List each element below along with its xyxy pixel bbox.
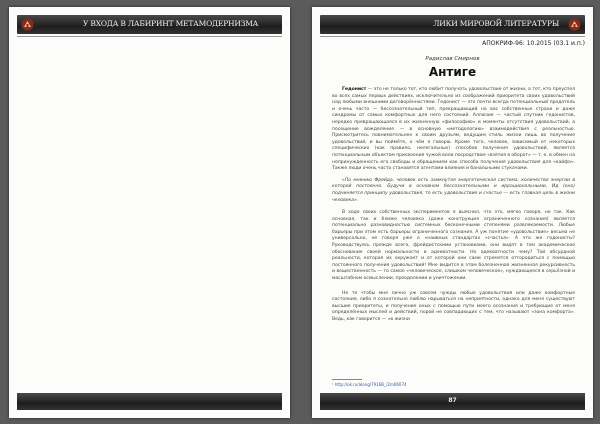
apocrypha-logo-icon: [568, 18, 581, 31]
footnote-link[interactable]: ¹ http://ok.ru/along/7916B_/2m06074: [332, 382, 407, 387]
right-header-rule: [320, 36, 585, 37]
article-title: Антиге: [428, 65, 477, 79]
right-footer-bar: [320, 393, 585, 410]
article-author: Радислав Смирнов: [425, 56, 480, 62]
paragraph-lead: Гедонист: [342, 87, 367, 92]
left-footer-bar: [17, 393, 282, 410]
footnote-rule: [332, 379, 362, 380]
article-paragraph: В ходе своих собственных экспериментов я выяснил, что это, мягко говоря, не так. Как основная, так и ближе человека (даже конструкция ограниченного сознания) является потенциально разновидностью системных бесконечными степенями развлекаемости. Любые барьеры при этом есть барьеры ограниченного сознания. А уж понятие «удовольствие» весьма не универсально, не говоря уже о «наивных стандартах «счастья». А что же гедонисты? Руководствуясь прежде всего, фрейдистскими установками, они видят в том академическое обоснование своей нормальности и адекватности. Но адекватности чему? Той абсурдной реальности, которая их окружает и от которой они сами стремятся отгородиться с помощью постоянного получения удовольствий! Мне видится в этом болезненная жизненная рекурсивность и вещественность — то самое «человеческое, слишком человеческое», нуждающееся в серьёзной и масштабном осмыслении, преодолении и уничтожении.: [332, 210, 575, 282]
apocrypha-logo-icon: [21, 18, 34, 31]
left-page: [9, 7, 290, 418]
page-number: 87: [448, 397, 457, 404]
issue-label: АПОКРИФ-96: 10.2015 (03.1 и.п.): [482, 40, 585, 47]
article-quote: «По мнению Фрейда, человек есть замкнутая энергетическая система, количество энергии в которой постоянно. Будучи в основном бессознательными и иррациональными, Ид (оно) подчиняется принципу удовольствия, то есть удовольствие и счастье — есть главная цель в жизни человека».: [332, 177, 575, 203]
article-paragraph: Гедонист — это не только тот, кто любит получать удовольствие от жизни, а тот, кто преуспел во всех самых первых действиях, исключительно из соображений приоритета своих удовольствий над любыми внешними договорённостями. Гедонист — это почти всегда потенциальный предатель и очень часто — бессознательный тип, прекращающий на вас собственные страхи и даже синдромы от самых комфортных для него состояний. Аллюзия — частый спутник гедонистов, нередко превращающаяся в их жизненную «философию» и моменты отсутствия удовольствий, а посещение вожделения — в основную «методологию» взаимодействия с реальностью. Присмотритесь повнимательнее к своим друзьям, ведущим стиль жизни лишь во получение удовольствий, и вы поймёте, о чём я говорю. Кроме того, человек, зависимый от некоторых специфических (как правило, нелегальных) способов получения удовольствий, является потенциальным объектом присвоения чужой воли посредством «взятия в оборот» — т. е. в обмен на непринужденность его свободы и обращением как способа получения удовольствия для «кайфа». Также люди очень часто становятся агентами влияния и банальными стукачами.: [332, 87, 576, 172]
left-header-title: У ВХОДА В ЛАБИРИНТ МЕТАМОДЕРНИЗМА: [83, 19, 259, 28]
right-page: [312, 7, 593, 418]
right-header-bar: [320, 15, 585, 34]
right-header-title: ЛИКИ МИРОВОЙ ЛИТЕРАТУРЫ: [433, 19, 559, 28]
article-body: [332, 87, 575, 329]
left-header-bar: [17, 15, 282, 34]
article-paragraph: Не то чтобы мне лично уж совсем чужды любые удовольствия или даже комфортные состояния, либо я сознательно люблю нарываться на неприятности, однако для меня существуют высшие приоритеты, и получение оных с помощью пути моего осознания и требующие от меня определённых мыслей и действий, порой не совпадающих с тем, что называют «зона комфорта». Ведь, как говорится — «в жизни: [332, 290, 575, 322]
left-header-rule: [17, 36, 282, 37]
